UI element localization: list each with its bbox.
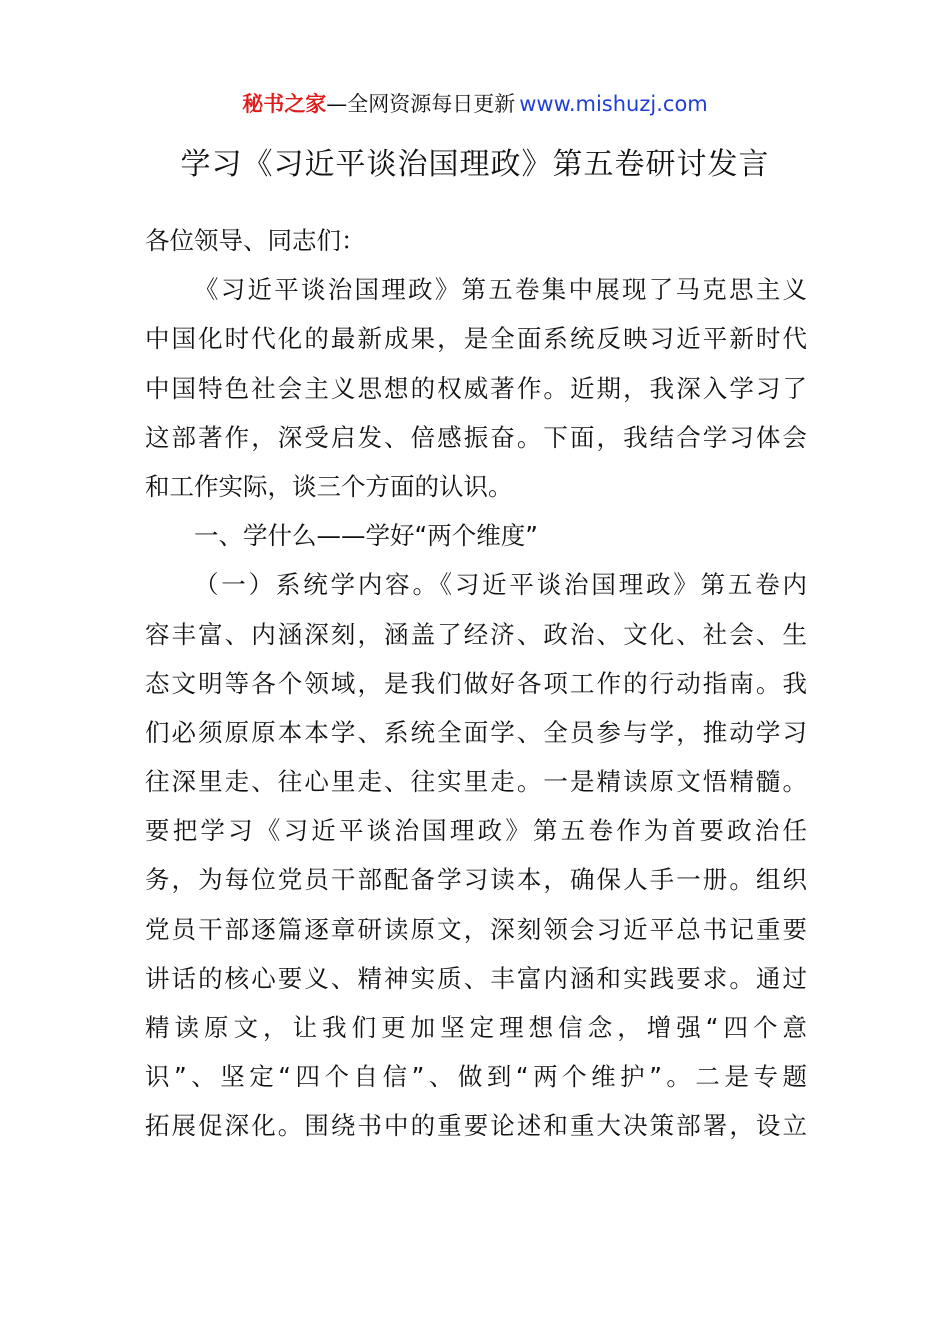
paragraph-line: 态文明等各个领域，是我们做好各项工作的行动指南。我 <box>145 668 807 698</box>
paragraph-line: 中国化时代化的最新成果，是全面系统反映习近平新时代 <box>145 324 807 354</box>
paragraph-line: 讲话的核心要义、精神实质、丰富内涵和实践要求。通过 <box>145 963 807 993</box>
paragraph-line: 容丰富、内涵深刻，涵盖了经济、政治、文化、社会、生 <box>145 619 807 649</box>
paragraph-line: 这部著作，深受启发、倍感振奋。下面，我结合学习体会 <box>145 422 807 452</box>
salutation-line: 各位领导、同志们： <box>145 226 366 255</box>
paragraph-line: 要把学习《习近平谈治国理政》第五卷作为首要政治任 <box>145 816 807 846</box>
paragraph-line: 们必须原原本本学、系统全面学、全员参与学，推动学习 <box>145 717 807 747</box>
paragraph-line: 《习近平谈治国理政》第五卷集中展现了马克思主义 <box>194 275 807 305</box>
paragraph-line: 往深里走、往心里走、往实里走。一是精读原文悟精髓。 <box>145 767 807 797</box>
section-heading: 一、学什么——学好“两个维度” <box>194 521 538 551</box>
paragraph-line: 和工作实际，谈三个方面的认识。 <box>145 471 513 501</box>
document-title: 学习《习近平谈治国理政》第五卷研讨发言 <box>180 147 770 182</box>
paragraph-line: 识”、坚定“四个自信”、做到“两个维护”。二是专题 <box>145 1062 807 1092</box>
site-name: 秘书之家 <box>242 92 327 116</box>
site-url-link[interactable]: www.mishuzj.com <box>519 92 708 116</box>
document-body <box>145 216 807 1151</box>
paragraph-line: 党员干部逐篇逐章研读原文，深刻领会习近平总书记重要 <box>145 914 807 944</box>
site-tagline: —全网资源每日更新 <box>326 92 516 116</box>
site-header <box>0 88 950 120</box>
paragraph-line: 拓展促深化。围绕书中的重要论述和重大决策部署，设立 <box>145 1111 807 1141</box>
paragraph-line: （一）系统学内容。《习近平谈治国理政》第五卷内 <box>194 570 807 600</box>
paragraph-line: 中国特色社会主义思想的权威著作。近期，我深入学习了 <box>145 373 807 403</box>
paragraph-line: 精读原文，让我们更加坚定理想信念，增强“四个意 <box>145 1013 807 1042</box>
paragraph-line: 务，为每位党员干部配备学习读本，确保人手一册。组织 <box>145 865 807 895</box>
